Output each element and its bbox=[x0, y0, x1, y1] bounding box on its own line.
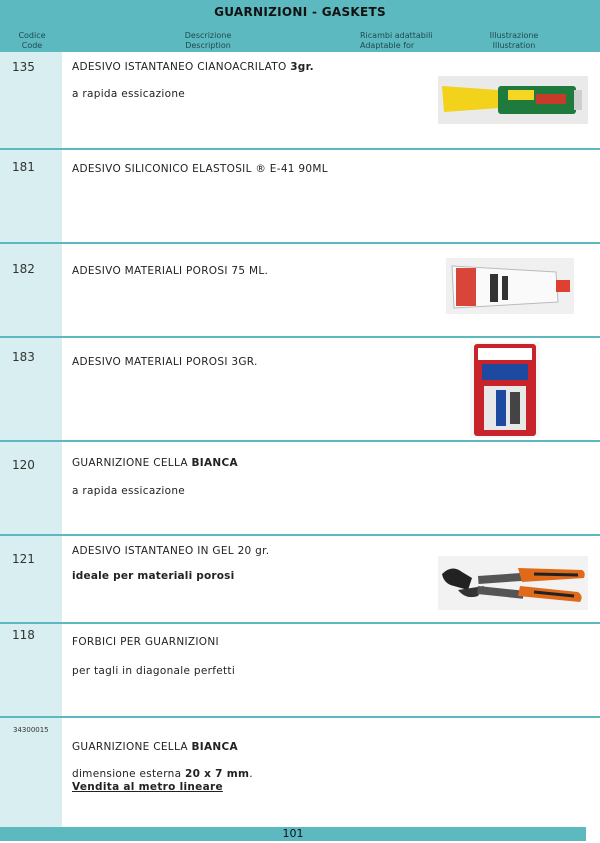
product-code: 135 bbox=[12, 60, 35, 74]
page-title: GUARNIZIONI - GASKETS bbox=[214, 5, 386, 19]
header-code-en: Code bbox=[21, 41, 43, 50]
header-illus-en: Illustration bbox=[492, 41, 536, 50]
title-bold: BIANCA bbox=[191, 741, 238, 753]
header-adapt-column bbox=[360, 31, 433, 51]
page-number: 101 bbox=[282, 827, 304, 840]
product-title: ADESIVO SILICONICO ELASTOSIL ® E-41 90ML bbox=[72, 163, 328, 175]
product-note: ideale per materiali porosi bbox=[72, 570, 235, 582]
sale-note: Vendita al metro lineare bbox=[72, 781, 223, 793]
dimensions-value: 20 x 7 mm bbox=[184, 768, 250, 780]
header-illus-it: Illustrazione bbox=[489, 31, 539, 40]
product-code: 183 bbox=[12, 350, 35, 364]
header-adapt-en: Adaptable for bbox=[360, 41, 415, 50]
product-code: 118 bbox=[12, 628, 35, 642]
title-text: GUARNIZIONE CELLA bbox=[72, 741, 192, 753]
row-divider bbox=[0, 440, 600, 442]
product-code: 121 bbox=[12, 552, 35, 566]
header-illus-column bbox=[474, 31, 554, 51]
yellow-glue-tube-image bbox=[438, 76, 588, 124]
row-divider bbox=[0, 242, 600, 244]
product-title: ADESIVO MATERIALI POROSI 75 ML. bbox=[72, 265, 269, 277]
dimensions-text: dimensione esterna bbox=[72, 768, 185, 780]
product-note: a rapida essicazione bbox=[72, 485, 186, 497]
product-title bbox=[72, 457, 238, 469]
header-adapt-it: Ricambi adattabili bbox=[360, 31, 433, 40]
title-text: ADESIVO ISTANTANEO CIANOACRILATO bbox=[72, 61, 291, 73]
product-code: 34300015 bbox=[13, 726, 49, 734]
header-desc-column bbox=[168, 31, 248, 51]
row-divider bbox=[0, 622, 600, 624]
product-title: FORBICI PER GUARNIZIONI bbox=[72, 636, 219, 648]
loctite-pack-image bbox=[470, 342, 540, 438]
header-desc-en: Description bbox=[185, 41, 231, 50]
row-divider bbox=[0, 336, 600, 338]
product-dimensions bbox=[72, 768, 253, 780]
product-code: 181 bbox=[12, 160, 35, 174]
product-note: a rapida essicazione bbox=[72, 88, 186, 100]
white-glue-tube-image bbox=[446, 258, 574, 314]
gasket-pliers-image bbox=[438, 556, 588, 610]
product-title bbox=[72, 741, 238, 753]
product-code: 120 bbox=[12, 458, 35, 472]
header-code-it: Codice bbox=[18, 31, 46, 40]
product-note: per tagli in diagonale perfetti bbox=[72, 665, 236, 677]
row-divider bbox=[0, 716, 600, 718]
dimensions-period: . bbox=[249, 768, 253, 780]
row-divider bbox=[0, 534, 600, 536]
header-desc-it: Descrizione bbox=[184, 31, 232, 40]
product-title bbox=[72, 61, 314, 73]
title-bold: BIANCA bbox=[191, 457, 238, 469]
product-title: ADESIVO ISTANTANEO IN GEL 20 gr. bbox=[72, 545, 270, 557]
page-footer bbox=[0, 827, 586, 841]
header-code-column bbox=[12, 31, 52, 51]
product-code: 182 bbox=[12, 262, 35, 276]
page-header bbox=[0, 0, 600, 52]
title-bold: 3gr. bbox=[290, 61, 314, 73]
title-text: GUARNIZIONE CELLA bbox=[72, 457, 192, 469]
product-title: ADESIVO MATERIALI POROSI 3GR. bbox=[72, 356, 258, 368]
row-divider bbox=[0, 148, 600, 150]
